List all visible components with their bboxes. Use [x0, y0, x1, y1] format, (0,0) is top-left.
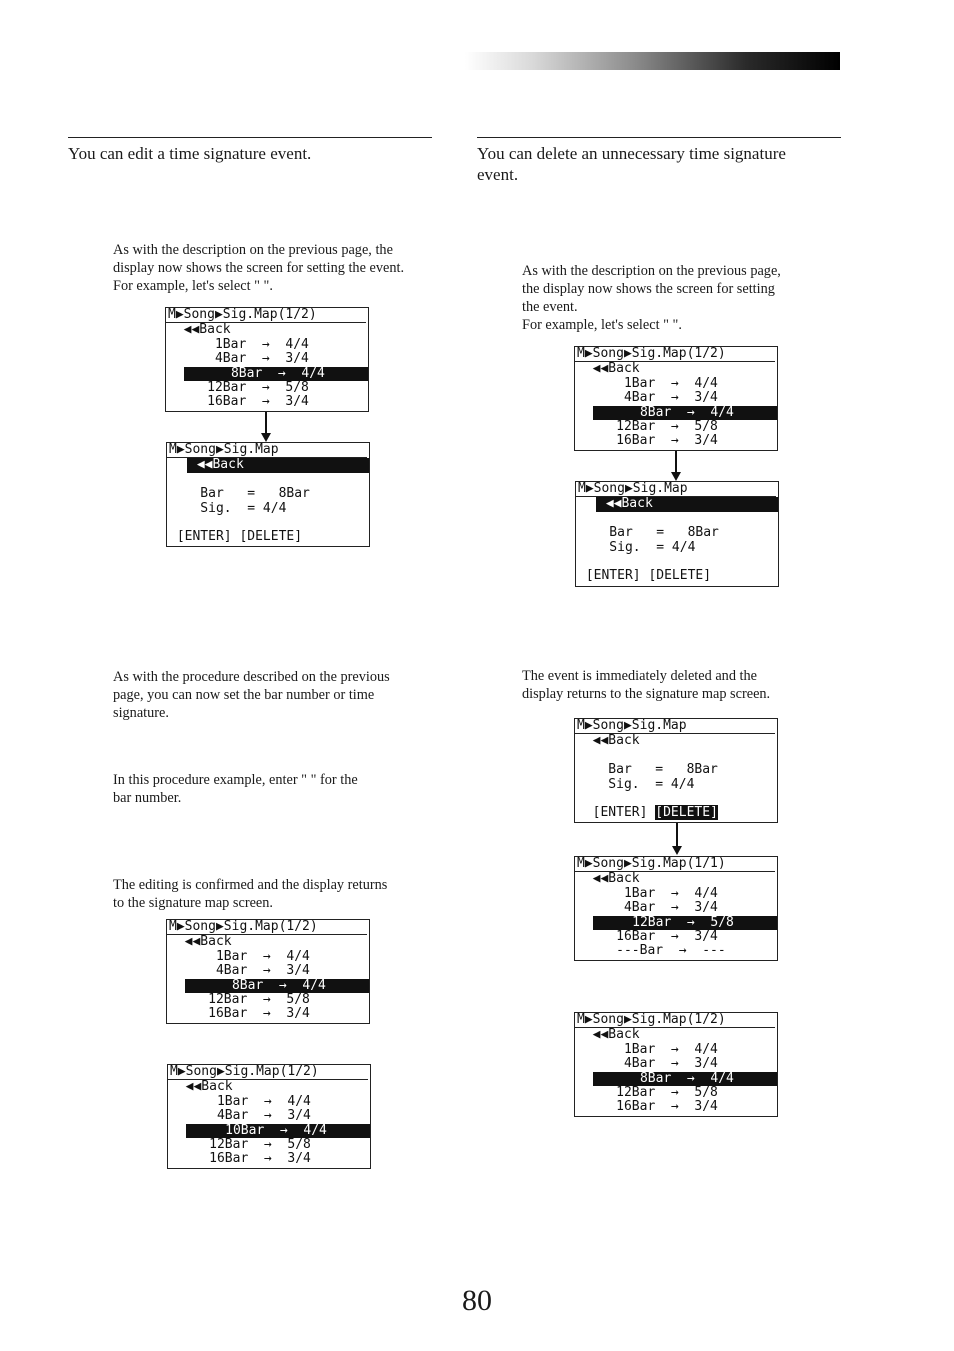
right-paragraph-1: As with the description on the previous page, the display now shows the screen for setting the event. For example, let's select " ". [522, 263, 781, 333]
left-paragraph-1: As with the description on the previous page, the display now shows the screen for setting the event. For example, let's select " ". [113, 242, 405, 294]
left-paragraph-4: The editing is confirmed and the display returns to the signature map screen. [113, 877, 388, 911]
lcd-screen-map-10bar: M▶Song▶Sig.Map(1/2) ◀◀Back 1Bar → 4/4 4Bar → 3/4 10Bar → 4/4 12Bar → 5/8 16Bar → 3/4 [167, 1064, 371, 1169]
header-gradient-bar [465, 52, 840, 70]
left-paragraph-2: As with the procedure described on the previous page, you can now set the bar number or time signature. [113, 669, 390, 721]
left-intro: You can edit a time signature event. [68, 144, 312, 163]
down-arrow-icon [676, 823, 678, 847]
page-number: 80 [462, 1284, 492, 1317]
left-paragraph-3: In this procedure example, enter " " for the bar number. [113, 772, 358, 806]
down-arrow-icon [675, 451, 677, 473]
lcd-screen-event-right: M▶Song▶Sig.Map ◀◀Back Bar = 8Bar Sig. = 4/4 [ENTER] [DELETE] [575, 481, 779, 587]
lcd-screen-map-8bar-confirmed: M▶Song▶Sig.Map(1/2) ◀◀Back 1Bar → 4/4 4Bar → 3/4 8Bar → 4/4 12Bar → 5/8 16Bar → 3/4 [166, 919, 370, 1024]
delete-key-highlight: [DELETE] [655, 805, 718, 821]
lcd-screen-event-delete: M▶Song▶Sig.Map ◀◀Back Bar = 8Bar Sig. = 4/4 [ENTER] [DELETE] [574, 718, 778, 823]
lcd-screen-event-left: M▶Song▶Sig.Map ◀◀Back Bar = 8Bar Sig. = 4/4 [ENTER] [DELETE] [166, 442, 370, 547]
right-section-rule [477, 137, 841, 138]
lcd-screen-map-after-delete: M▶Song▶Sig.Map(1/1) ◀◀Back 1Bar → 4/4 4Bar → 3/4 12Bar → 5/8 16Bar → 3/4 ---Bar → --- [574, 856, 778, 961]
lcd-screen-map-8bar-left: M▶Song▶Sig.Map(1/2) ◀◀Back 1Bar → 4/4 4Bar → 3/4 8Bar → 4/4 12Bar → 5/8 16Bar → 3/4 [165, 307, 369, 412]
left-section-rule [68, 137, 432, 138]
right-intro: You can delete an unnecessary time signature event. [477, 144, 786, 184]
lcd-screen-map-8bar-right: M▶Song▶Sig.Map(1/2) ◀◀Back 1Bar → 4/4 4Bar → 3/4 8Bar → 4/4 12Bar → 5/8 16Bar → 3/4 [574, 346, 778, 451]
down-arrow-icon [265, 412, 267, 434]
right-paragraph-2: The event is immediately deleted and the display returns to the signature map screen. [522, 668, 771, 702]
lcd-screen-map-8bar-restored: M▶Song▶Sig.Map(1/2) ◀◀Back 1Bar → 4/4 4Bar → 3/4 8Bar → 4/4 12Bar → 5/8 16Bar → 3/4 [574, 1012, 778, 1117]
